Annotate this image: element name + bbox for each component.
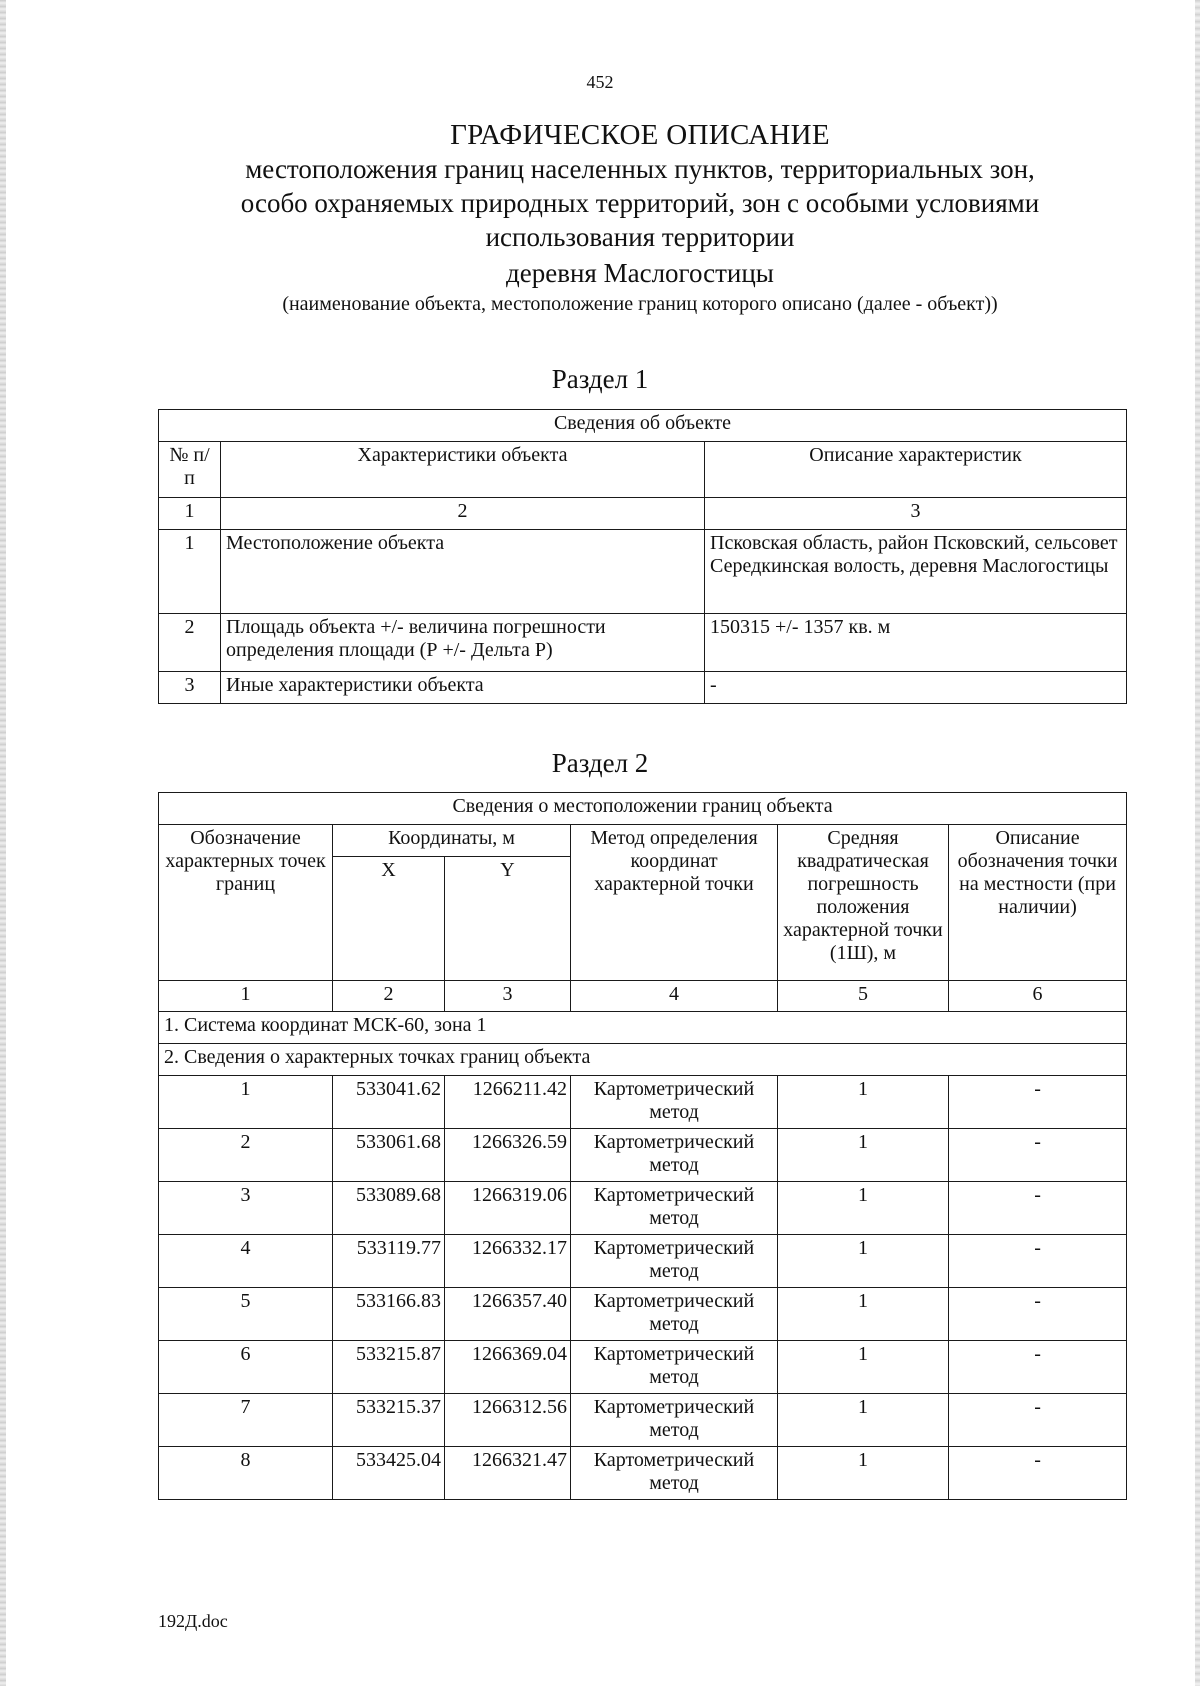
characteristic-value: - bbox=[705, 672, 1127, 704]
characteristic-value: 150315 +/- 1357 кв. м bbox=[705, 614, 1127, 672]
table-row bbox=[159, 1182, 1127, 1235]
error-value: 1 bbox=[778, 1288, 949, 1341]
coord-y: 1266332.17 bbox=[445, 1235, 571, 1288]
point-id: 2 bbox=[159, 1129, 333, 1182]
error-value: 1 bbox=[778, 1447, 949, 1500]
scan-edge-right bbox=[1195, 0, 1200, 1686]
column-number: 1 bbox=[159, 981, 333, 1012]
table-row bbox=[159, 1129, 1127, 1182]
characteristic-name: Местоположение объекта bbox=[221, 530, 705, 614]
header-cell: № п/п bbox=[159, 442, 221, 498]
coord-system: 1. Система координат МСК-60, зона 1 bbox=[159, 1012, 1127, 1044]
point-description: - bbox=[949, 1341, 1127, 1394]
point-description: - bbox=[949, 1129, 1127, 1182]
point-id: 1 bbox=[159, 1076, 333, 1129]
row-number: 3 bbox=[159, 672, 221, 704]
points-body bbox=[159, 1076, 1127, 1500]
method: Картометрический метод bbox=[571, 1447, 778, 1500]
object-name: деревня Маслогостицы bbox=[506, 258, 774, 288]
row-number: 2 bbox=[159, 614, 221, 672]
title-block bbox=[150, 118, 1130, 318]
coord-y: 1266321.47 bbox=[445, 1447, 571, 1500]
method: Картометрический метод bbox=[571, 1235, 778, 1288]
coord-y: 1266369.04 bbox=[445, 1341, 571, 1394]
method: Картометрический метод bbox=[571, 1182, 778, 1235]
points-header: 2. Сведения о характерных точках границ объекта bbox=[159, 1044, 1127, 1076]
section2-title: Раздел 2 bbox=[551, 748, 649, 778]
section1-table bbox=[158, 409, 1127, 704]
column-number: 2 bbox=[333, 981, 445, 1012]
footer-filename: 192Д.doc bbox=[158, 1611, 228, 1631]
table-row bbox=[159, 1076, 1127, 1129]
table-row bbox=[159, 614, 1127, 672]
header-error: Средняя квадратическая погрешность положения характерной точки (1Ш), м bbox=[778, 825, 949, 981]
coord-x: 533425.04 bbox=[333, 1447, 445, 1500]
column-number: 3 bbox=[445, 981, 571, 1012]
column-number: 2 bbox=[221, 498, 705, 530]
table-row bbox=[159, 1341, 1127, 1394]
section1-title: Раздел 1 bbox=[551, 364, 649, 394]
point-description: - bbox=[949, 1394, 1127, 1447]
header-x: X bbox=[333, 857, 445, 981]
characteristic-name: Площадь объекта +/- величина погрешности определения площади (Р +/- Дельта Р) bbox=[221, 614, 705, 672]
method: Картометрический метод bbox=[571, 1288, 778, 1341]
point-description: - bbox=[949, 1447, 1127, 1500]
point-id: 4 bbox=[159, 1235, 333, 1288]
coord-x: 533089.68 bbox=[333, 1182, 445, 1235]
method: Картометрический метод bbox=[571, 1394, 778, 1447]
header-y: Y bbox=[445, 857, 571, 981]
coord-x: 533215.87 bbox=[333, 1341, 445, 1394]
point-id: 8 bbox=[159, 1447, 333, 1500]
page-number: 452 bbox=[586, 72, 614, 92]
coord-x: 533061.68 bbox=[333, 1129, 445, 1182]
coord-x: 533215.37 bbox=[333, 1394, 445, 1447]
column-number: 3 bbox=[705, 498, 1127, 530]
header-description: Описание обозначения точки на местности (при наличии) bbox=[949, 825, 1127, 981]
header-coords: Координаты, м bbox=[333, 825, 571, 857]
table-row bbox=[159, 1394, 1127, 1447]
table-row bbox=[159, 1235, 1127, 1288]
table-row bbox=[159, 672, 1127, 704]
coord-y: 1266326.59 bbox=[445, 1129, 571, 1182]
error-value: 1 bbox=[778, 1129, 949, 1182]
characteristic-value: Псковская область, район Псковский, сельсовет Середкинская волость, деревня Маслогостицы bbox=[705, 530, 1127, 614]
row-number: 1 bbox=[159, 530, 221, 614]
table-row bbox=[159, 1447, 1127, 1500]
error-value: 1 bbox=[778, 1076, 949, 1129]
table-title: Сведения об объекте bbox=[159, 410, 1127, 442]
point-id: 3 bbox=[159, 1182, 333, 1235]
point-id: 5 bbox=[159, 1288, 333, 1341]
error-value: 1 bbox=[778, 1394, 949, 1447]
point-description: - bbox=[949, 1288, 1127, 1341]
coord-y: 1266319.06 bbox=[445, 1182, 571, 1235]
error-value: 1 bbox=[778, 1182, 949, 1235]
point-id: 7 bbox=[159, 1394, 333, 1447]
coord-x: 533041.62 bbox=[333, 1076, 445, 1129]
document-title: ГРАФИЧЕСКОЕ ОПИСАНИЕ bbox=[450, 119, 830, 151]
column-number: 1 bbox=[159, 498, 221, 530]
point-description: - bbox=[949, 1235, 1127, 1288]
scan-edge-left bbox=[0, 0, 6, 1686]
point-description: - bbox=[949, 1076, 1127, 1129]
column-number: 5 bbox=[778, 981, 949, 1012]
column-number: 6 bbox=[949, 981, 1127, 1012]
table-row bbox=[159, 530, 1127, 614]
column-number: 4 bbox=[571, 981, 778, 1012]
section2-table bbox=[158, 792, 1127, 1500]
subtitle-line: использования территории bbox=[485, 222, 795, 252]
table-title: Сведения о местоположении границ объекта bbox=[159, 793, 1127, 825]
error-value: 1 bbox=[778, 1235, 949, 1288]
coord-y: 1266312.56 bbox=[445, 1394, 571, 1447]
error-value: 1 bbox=[778, 1341, 949, 1394]
table-row bbox=[159, 1288, 1127, 1341]
coord-x: 533119.77 bbox=[333, 1235, 445, 1288]
point-id: 6 bbox=[159, 1341, 333, 1394]
header-point: Обозначение характерных точек границ bbox=[159, 825, 333, 981]
method: Картометрический метод bbox=[571, 1341, 778, 1394]
method: Картометрический метод bbox=[571, 1076, 778, 1129]
header-cell: Характеристики объекта bbox=[221, 442, 705, 498]
object-note: (наименование объекта, местоположение границ которого описано (далее - объект)) bbox=[282, 293, 998, 315]
header-cell: Описание характеристик bbox=[705, 442, 1127, 498]
method: Картометрический метод bbox=[571, 1129, 778, 1182]
characteristic-name: Иные характеристики объекта bbox=[221, 672, 705, 704]
coord-y: 1266357.40 bbox=[445, 1288, 571, 1341]
coord-x: 533166.83 bbox=[333, 1288, 445, 1341]
coord-y: 1266211.42 bbox=[445, 1076, 571, 1129]
subtitle-line: особо охраняемых природных территорий, зон с особыми условиями bbox=[240, 188, 1040, 218]
subtitle-line: местоположения границ населенных пунктов, территориальных зон, bbox=[245, 154, 1035, 184]
header-method: Метод определения координат характерной точки bbox=[571, 825, 778, 981]
point-description: - bbox=[949, 1182, 1127, 1235]
